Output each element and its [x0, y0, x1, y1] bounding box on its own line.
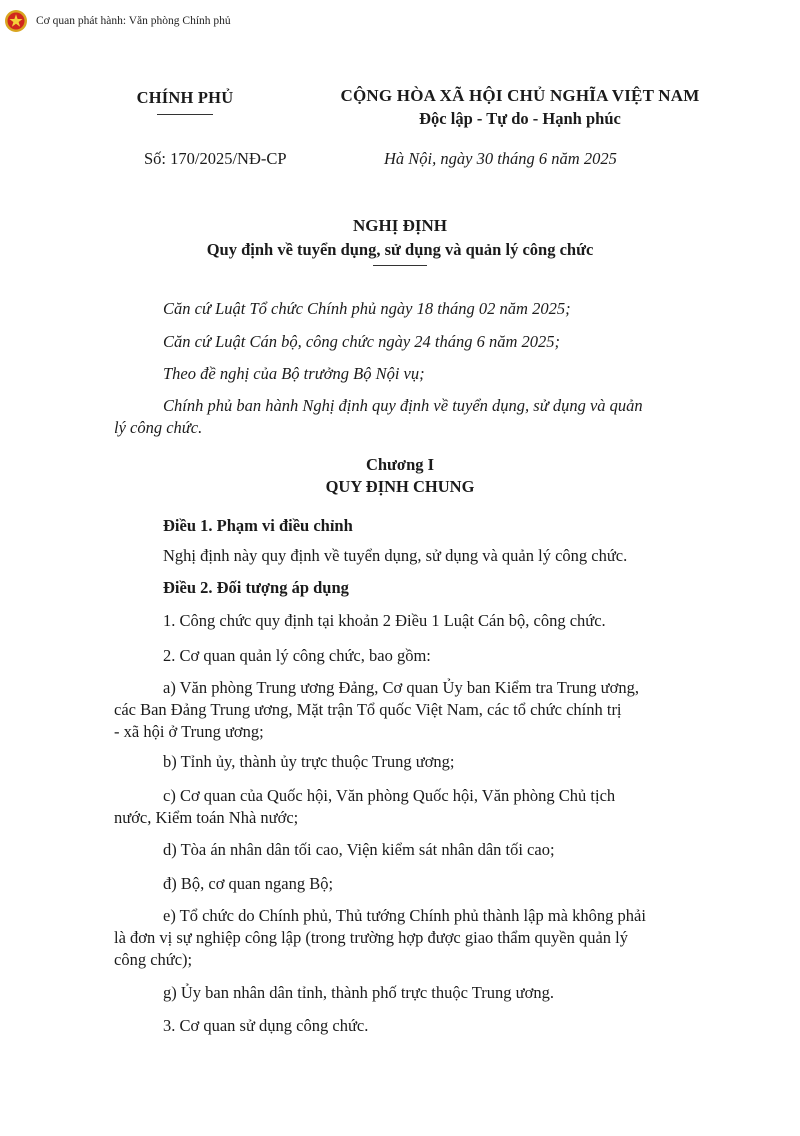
point-line: công chức); [114, 950, 193, 969]
chapter-name: QUY ĐỊNH CHUNG [325, 477, 475, 496]
organization-name: CHÍNH PHỦ [136, 88, 234, 107]
clause-item: 2. Cơ quan quản lý công chức, bao gồm: [163, 646, 431, 665]
document-subject: Quy định về tuyển dụng, sử dụng và quản lý công chức [206, 240, 594, 259]
point-line: - xã hội ở Trung ương; [114, 722, 264, 741]
document-number: Số: 170/2025/NĐ-CP [144, 149, 287, 168]
national-motto: Độc lập - Tự do - Hạnh phúc [419, 109, 621, 128]
national-header [300, 86, 740, 129]
point-line: các Ban Đảng Trung ương, Mặt trận Tổ quốc Việt Nam, các tổ chức chính trị [114, 700, 622, 719]
document-title-block [0, 216, 800, 266]
preamble-line: Theo đề nghị của Bộ trưởng Bộ Nội vụ; [163, 364, 425, 383]
article-heading: Điều 1. Phạm vi điều chỉnh [163, 516, 353, 535]
preamble-line: Căn cứ Luật Cán bộ, công chức ngày 24 tháng 6 năm 2025; [163, 332, 561, 351]
point-line: b) Tỉnh ủy, thành ủy trực thuộc Trung ương; [163, 752, 455, 771]
organization-underline [157, 114, 213, 115]
issuer-label: Cơ quan phát hành: Văn phòng Chính phủ [36, 15, 231, 27]
point-line: g) Ủy ban nhân dân tỉnh, thành phố trực thuộc Trung ương. [163, 983, 554, 1002]
organization-block [110, 88, 260, 115]
title-underline [373, 265, 427, 266]
article-heading: Điều 2. Đối tượng áp dụng [163, 578, 349, 597]
point-line: nước, Kiểm toán Nhà nước; [114, 808, 299, 827]
preamble-line: lý công chức. [114, 418, 203, 437]
place-date: Hà Nội, ngày 30 tháng 6 năm 2025 [384, 149, 617, 168]
issuer-bar [4, 8, 231, 34]
document-type: NGHỊ ĐỊNH [353, 216, 447, 235]
nation-name: CỘNG HÒA XÃ HỘI CHỦ NGHĨA VIỆT NAM [340, 86, 700, 105]
point-line: d) Tòa án nhân dân tối cao, Viện kiểm sát nhân dân tối cao; [163, 840, 555, 859]
point-line: a) Văn phòng Trung ương Đảng, Cơ quan Ủy ban Kiểm tra Trung ương, [163, 678, 639, 697]
point-line: đ) Bộ, cơ quan ngang Bộ; [163, 874, 334, 893]
chapter-number: Chương I [365, 455, 435, 474]
article-text: Nghị định này quy định về tuyển dụng, sử dụng và quản lý công chức. [163, 546, 628, 565]
point-line: c) Cơ quan của Quốc hội, Văn phòng Quốc hội, Văn phòng Chủ tịch [163, 786, 616, 805]
clause-item: 1. Công chức quy định tại khoản 2 Điều 1 Luật Cán bộ, công chức. [163, 611, 606, 630]
point-line: là đơn vị sự nghiệp công lập (trong trường hợp được giao thẩm quyền quản lý [114, 928, 629, 947]
preamble-line: Căn cứ Luật Tổ chức Chính phủ ngày 18 tháng 02 năm 2025; [163, 299, 571, 318]
point-line: e) Tổ chức do Chính phủ, Thủ tướng Chính phủ thành lập mà không phải [163, 906, 646, 925]
preamble-line: Chính phủ ban hành Nghị định quy định về tuyển dụng, sử dụng và quản [163, 396, 643, 415]
clause-item: 3. Cơ quan sử dụng công chức. [163, 1016, 369, 1035]
national-emblem-icon [4, 9, 28, 33]
